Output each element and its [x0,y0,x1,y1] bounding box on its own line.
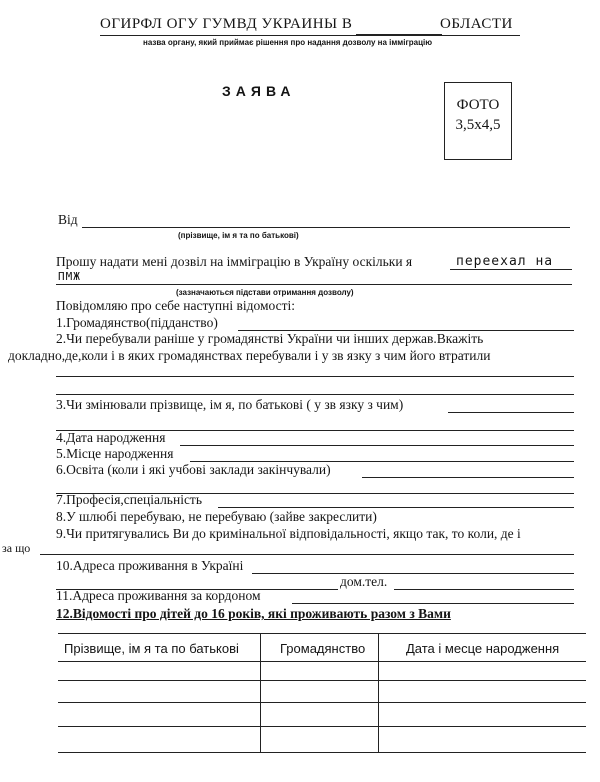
table-header-birth: Дата і месце народження [406,641,560,656]
table-header-name: Прізвище, ім я та по батькові [64,641,239,656]
from-field[interactable] [82,227,570,228]
table-row[interactable] [58,661,586,662]
table-row[interactable] [58,726,586,727]
item-criminal-2: за що [2,541,31,555]
item-birth-date: 4.Дата народження [56,430,166,445]
intro-text: Повідомляю про себе наступні відомості: [56,298,296,313]
authority-underline [100,35,520,36]
item-address-abroad: 11.Адреса проживання за кордоном [56,588,261,603]
home-phone-label: дом.тел. [340,574,388,589]
home-phone-field[interactable] [394,589,574,590]
address-ua-field-1[interactable] [252,573,574,574]
table-col-divider [260,634,261,752]
table-row[interactable] [58,680,586,681]
request-filled-2: ПМЖ [58,270,81,283]
authority-name: ОГИРФЛ ОГУ ГУМВД УКРАИНЫ В [100,16,353,32]
criminal-field[interactable] [40,554,574,555]
region-suffix: ОБЛАСТИ [440,16,513,32]
from-label: Від [58,212,78,227]
form-title: ЗАЯВА [222,83,296,99]
item-name-change: 3.Чи змінювали прізвище, ім я, по батькові ( у зв язку з чим) [56,397,404,412]
birth-date-field[interactable] [180,445,574,446]
item-prev-citizenship-2: докладно,де,коли і в яких громадянствах перебували і у зв язку з чим його втратили [8,348,491,363]
item-children: 12.Відомості про дітей до 16 років, які проживають разом з Вами [56,606,451,621]
request-line-2[interactable] [56,284,572,285]
item-education: 6.Освіта (коли і які учбові заклади закінчували) [56,462,331,477]
profession-field[interactable] [218,507,574,508]
prev-citizenship-field-2[interactable] [56,394,574,395]
name-change-field-1[interactable] [448,412,574,413]
table-header-citizenship: Громадянство [280,641,366,656]
prev-citizenship-field-1[interactable] [56,376,574,377]
table-row[interactable] [58,702,586,703]
item-citizenship: 1.Громадянство(підданство) [56,315,218,330]
item-birth-place: 5.Місце народження [56,446,174,461]
request-caption: (зазначаються підстави отримання дозволу) [176,288,354,297]
item-address-ua: 10.Адреса проживання в Україні [56,558,244,573]
request-text: Прошу надати мені дозвіл на імміграцію в Україну оскільки я [56,254,413,269]
photo-size: 3,5х4,5 [455,117,501,133]
table-col-divider [378,634,379,752]
authority-caption: назва органу, який приймає рішення про надання дозволу на імміграцію [143,38,433,47]
request-line-1[interactable] [450,269,572,270]
from-caption: (прізвище, ім я та по батькові) [178,231,299,240]
photo-label: ФОТО [456,97,500,113]
item-prev-citizenship-1: 2.Чи перебували раніше у громадянстві України чи інших держав.Вкажіть [56,331,484,346]
item-profession: 7.Професія,спеціальність [56,492,202,507]
education-field-1[interactable] [362,477,574,478]
photo-box [444,82,512,160]
address-abroad-field[interactable] [292,603,574,604]
item-marriage: 8.У шлюбі перебуваю, не перебуваю (зайве закреслити) [56,509,377,524]
request-filled-1: переехал на [456,254,554,269]
item-criminal-1: 9.Чи притягувались Ви до кримінальної відповідальності, якщо так, то коли, де і [56,526,521,541]
children-table [58,633,586,753]
